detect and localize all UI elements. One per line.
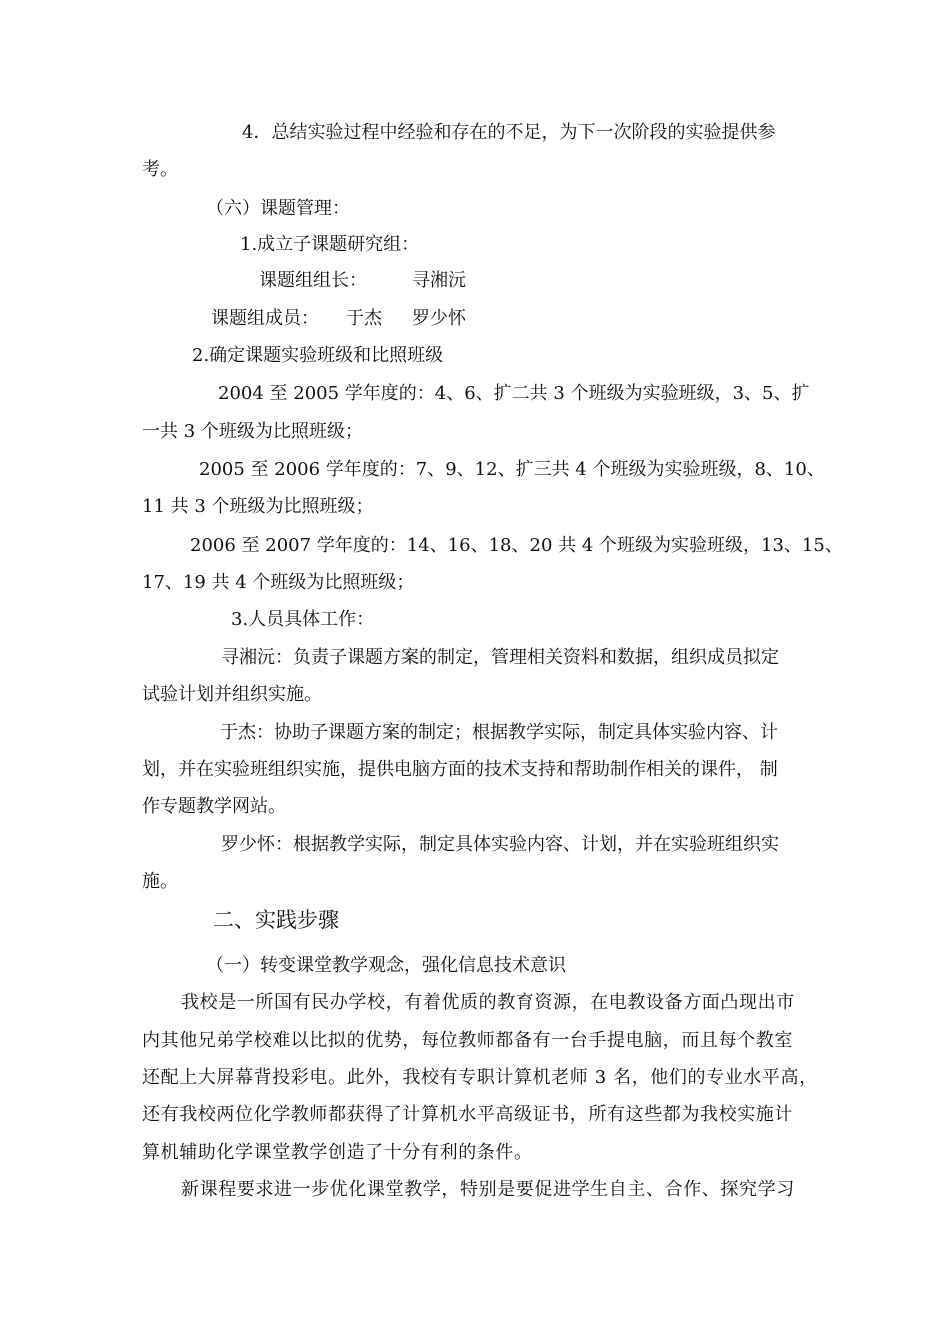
para1-line3: 还配上大屏幕背投彩电。此外，我校有专职计算机老师 3 名，他们的专业水平高， [142,1067,818,1088]
practice-steps-subheading: （一）转变课堂教学观念，强化信息技术意识 [206,955,566,976]
duty-yu-line2: 划，并在实验班组织实施，提供电脑方面的技术支持和帮助制作相关的课件， 制 [142,759,778,780]
step4-line2: 考。 [142,159,178,180]
members-label: 课题组成员： [211,308,319,329]
step4-line1: 4．总结实验过程中经验和存在的不足，为下一次阶段的实验提供参 [242,122,776,143]
practice-steps-heading: 二、实践步骤 [213,908,339,932]
project-management-heading: （六）课题管理： [206,198,350,219]
duty-yu-line3: 作专题教学网站。 [142,796,286,817]
duty-xun-line2: 试验计划并组织实施。 [142,684,322,705]
year-2006-line2: 17、19 共 4 个班级为比照班级； [142,572,415,593]
year-2004-line2: 一共 3 个班级为比照班级； [142,421,363,442]
para1-line4: 还有我校两位化学教师都获得了计算机水平高级证书，所有这些都为我校实施计 [142,1104,793,1125]
duty-yu-line1: 于杰：协助子课题方案的制定；根据教学实际，制定具体实验内容、计 [220,722,778,743]
year-2005-line2: 11 共 3 个班级为比照班级； [142,496,374,517]
member-yu-jie: 于杰 [346,308,382,329]
duty-xun-line1: 寻湘沅：负责子课题方案的制定，管理相关资料和数据，组织成员拟定 [221,647,779,668]
leader-name: 寻湘沅 [412,270,466,291]
item3-duties: 3.人员具体工作： [231,609,375,630]
item2-classes: 2.确定课题实验班级和比照班级 [192,345,444,366]
leader-label: 课题组组长： [259,270,367,291]
duty-luo-line2: 施。 [142,871,178,892]
member-luo-shaohuai: 罗少怀 [412,308,466,329]
duty-luo-line1: 罗少怀：根据教学实际，制定具体实验内容、计划，并在实验班组织实 [221,834,779,855]
para2-line1: 新课程要求进一步优化课堂教学，特别是要促进学生自主、合作、探究学习 [181,1179,795,1200]
para1-line2: 内其他兄弟学校难以比拟的优势，每位教师都备有一台手提电脑，而且每个教室 [142,1030,793,1051]
para1-line1: 我校是一所国有民办学校，有着优质的教育资源，在电教设备方面凸现出市 [181,992,795,1013]
para1-line5: 算机辅助化学课堂教学创造了十分有利的条件。 [142,1142,533,1163]
year-2006-line1: 2006 至 2007 学年度的：14、16、18、20 共 4 个班级为实验班级，13、15、 [190,535,843,556]
item1-research-group: 1.成立子课题研究组： [240,234,420,255]
year-2005-line1: 2005 至 2006 学年度的：7、9、12、扩三共 4 个班级为实验班级，8、10、 [199,459,825,480]
year-2004-line1: 2004 至 2005 学年度的：4、6、扩二共 3 个班级为实验班级，3、5、扩 [218,383,810,404]
